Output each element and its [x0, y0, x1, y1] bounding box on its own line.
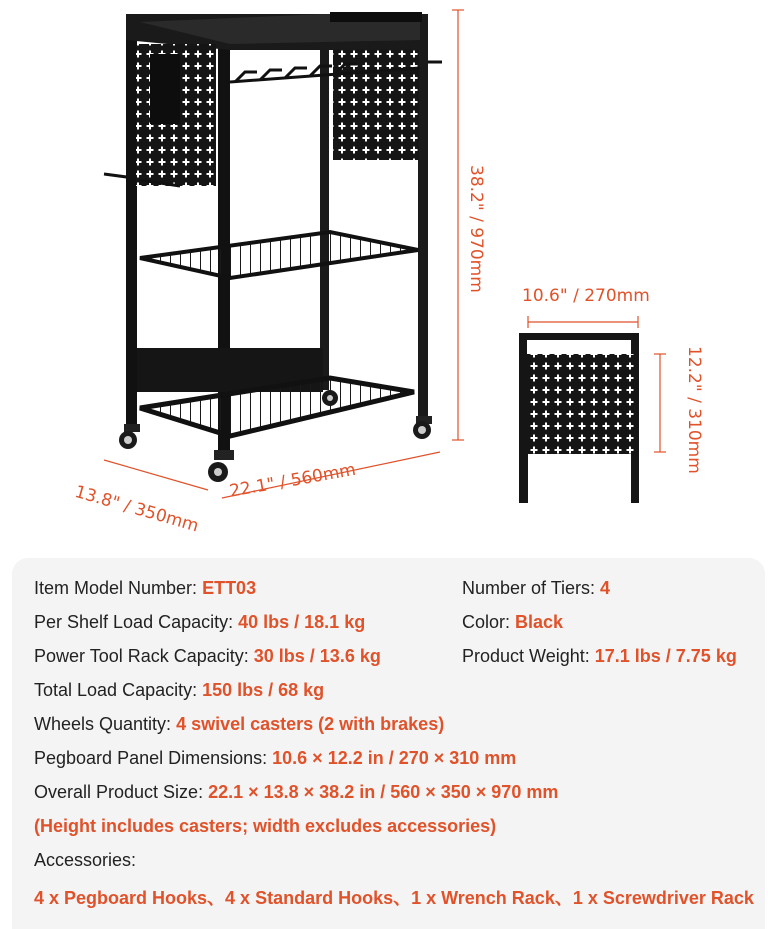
panel-width-label: 10.6" / 270mm	[522, 286, 650, 306]
spec-label: Item Model Number:	[34, 578, 203, 598]
spec-color	[462, 612, 563, 633]
pegboard-right	[333, 50, 419, 160]
width-dimension-label: 22.1" / 560mm	[228, 459, 358, 502]
spec-overall-size	[34, 782, 558, 803]
panel-height-label: 12.2" / 310mm	[684, 346, 704, 474]
spec-value: 10.6 × 12.2 in / 270 × 310 mm	[272, 748, 517, 768]
spec-label: Product Weight:	[462, 646, 595, 666]
spec-note-text: (Height includes casters; width excludes accessories)	[34, 816, 497, 836]
screwdriver-rack	[150, 54, 180, 124]
spec-tiers	[462, 578, 610, 599]
spec-pegboard	[34, 748, 516, 769]
spec-label: Overall Product Size:	[34, 782, 209, 802]
spec-value: 4 swivel casters (2 with brakes)	[176, 714, 445, 734]
spec-shelf-load	[34, 612, 365, 633]
spec-wheels	[34, 714, 444, 735]
tool-cart	[104, 12, 442, 482]
spec-label: Accessories:	[34, 850, 137, 870]
spec-label: Number of Tiers:	[462, 578, 601, 598]
spec-value: 150 lbs / 68 kg	[202, 680, 325, 700]
pegboard-panel-detail	[519, 333, 639, 503]
spec-label: Wheels Quantity:	[34, 714, 177, 734]
spec-label: Color:	[462, 612, 516, 632]
spec-label: Power Tool Rack Capacity:	[34, 646, 254, 666]
spec-value: ETT03	[202, 578, 257, 598]
spec-value: 30 lbs / 13.6 kg	[253, 646, 381, 666]
spec-label: Total Load Capacity:	[34, 680, 203, 700]
spec-label: Pegboard Panel Dimensions:	[34, 748, 273, 768]
spec-label: Per Shelf Load Capacity:	[34, 612, 239, 632]
spec-value: 22.1 × 13.8 × 38.2 in / 560 × 350 × 970 mm	[208, 782, 559, 802]
spec-value: Black	[515, 612, 564, 632]
spec-value: 17.1 lbs / 7.75 kg	[594, 646, 737, 666]
spec-weight	[462, 646, 737, 667]
spec-value: 40 lbs / 18.1 kg	[238, 612, 366, 632]
spec-accessories-label	[34, 850, 136, 871]
spec-model	[34, 578, 256, 599]
spec-accessories-value	[34, 884, 754, 910]
spec-tool-rack	[34, 646, 381, 667]
height-dimension-label: 38.2" / 970mm	[466, 165, 486, 293]
spec-value: 4 x Pegboard Hooks、4 x Standard Hooks、1 x Wrench Rack、1 x Screwdriver Rack	[34, 888, 754, 908]
spec-note	[34, 816, 496, 837]
spec-value: 4	[600, 578, 611, 598]
depth-dimension-label: 13.8" / 350mm	[72, 482, 201, 537]
spec-total-load	[34, 680, 324, 701]
